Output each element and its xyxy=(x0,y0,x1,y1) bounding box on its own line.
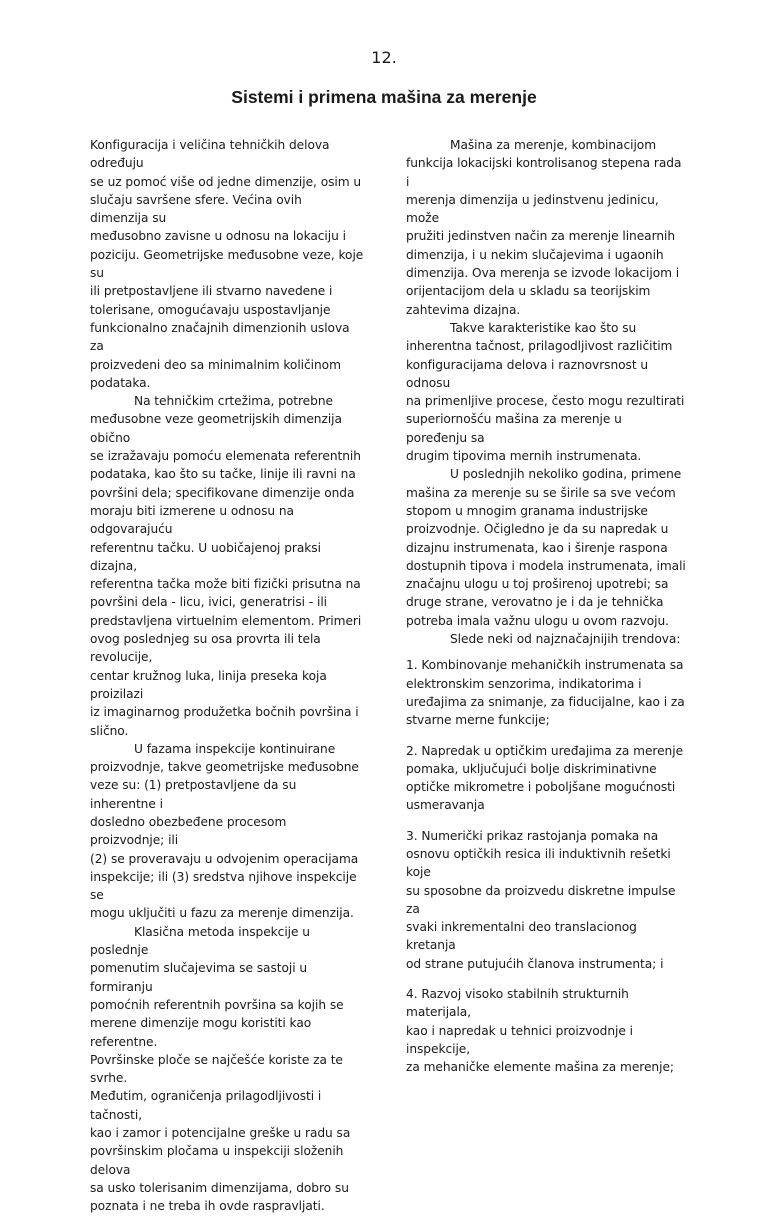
list-item: 4. Razvoj visoko stabilnih strukturnih materijala, kao i napredak u tehnici proizvodnje i inspekcije, za mehaničke elemente mašina za merenje; xyxy=(406,987,674,1075)
right-column xyxy=(406,136,686,1077)
paragraph: Slede neki od najznačajnijih trendova: xyxy=(450,632,681,647)
paragraph: U poslednjih nekoliko godina, primene mašina za merenje su se širile sa sve većom stopom u mnogim granama industrijske proizvodnje. Očigledno je da su napredak u dizajnu instrumenata, kao i širenje raspona dostupnih tipova i modela instrumenata, imali značajnu ulogu u toj proširenoj upotrebi; sa druge strane, verovatno je i da je tehnička potreba imala važnu ulogu u ovom razvoju. xyxy=(406,467,686,628)
paragraph: Konfiguracija i veličina tehničkih delova određuju se uz pomoć više od jedne dimenzije, osim u slučaju savršene sfere. Većina ovih dimenzija su međusobno zavisne u odnosu na lokaciju i poziciju. Geometrijske međusobne veze, koje su ili pretpostavljene ili stvarno navedene i tolerisane, omogućavaju uspostavljanje funkcionalno značajnih dimenzionih uslova za proizvedeni deo sa minimalnim količinom podataka. xyxy=(90,138,364,390)
left-column xyxy=(90,136,364,1216)
list-item: 1. Kombinovanje mehaničkih instrumenata sa elektronskim senzorima, indikatorima i uređajima za snimanje, za fiducijalne, kao i za stvarne merne funkcije; xyxy=(406,658,685,728)
paragraph: Takve karakteristike kao što su inherentna tačnost, prilagodljivost različitim konfiguracijama delova i raznovrsnost u odnosu na primenljive procese, često mogu rezultirati superiornošću mašina za merenje u poređenju sa drugim tipovima mernih instrumenata. xyxy=(406,320,685,464)
paragraph: U fazama inspekcije kontinuirane proizvodnje, takve geometrijske međusobne veze su: (1) pretpostavljene da su inherentne i dosledno obezbeđene procesom proizvodnje; ili (2) se proveravaju u odvojenim operacijama inspekcije; ili (3) sredstva njihove inspekcije se mogu uključiti u fazu za merenje dimenzija. xyxy=(90,741,359,921)
paragraph: Klasična metoda inspekcije u poslednje pomenutim slučajevima se sastoji u formiranju pomoćnih referentnih površina sa kojih se merene dimenzije mogu koristiti kao referentne. Površinske ploče se najčešće koriste za te svrhe. Međutim, ograničenja prilagodljivosti i tačnosti, kao i zamor i potencijalne greške u radu sa površinskim pločama u inspekciji složenih delova sa usko tolerisanim dimenzijama, dobro su poznata i ne treba ih ovde raspravljati. xyxy=(90,924,351,1214)
list-item: 3. Numerički prikaz rastojanja pomaka na osnovu optičkih resica ili induktivnih rešetki koje su sposobne da proizvedu diskretne impulse za svaki inkrementalni deo translacionog kretanja od strane putujućih članova instrumenta; i xyxy=(406,828,676,971)
trend-list xyxy=(406,656,686,1076)
paragraph: Na tehničkim crtežima, potrebne međusobne veze geometrijskih dimenzija obično se izražavaju pomoću elemenata referentnih podataka, kao što su tačke, linije ili ravni na površini dela; specifikovane dimenzije onda moraju biti izmerene u odnosu na odgovarajuću referentnu tačku. U uobičajenoj praksi dizajna, referentna tačka može biti fizički prisutna na površini dela - licu, ivici, generatrisi - ili predstavljena virtuelnim elementom. Primeri ovog poslednjeg su osa provrta ili tela revolucije, centar kružnog luka, linija preseka koja proizilazi iz imaginarnog produžetka bočnih površina i slično. xyxy=(90,394,362,738)
page-number: 12. xyxy=(371,48,397,67)
page-title: Sistemi i primena mašina za merenje xyxy=(231,87,537,107)
paragraph: Mašina za merenje, kombinacijom funkcija lokacijski kontrolisanog stepena rada i merenja dimenzija u jedinstvenu jedinicu, može pružiti jedinstven način za merenje linearnih dimenzija, i u nekim slučajevima i ugaonih dimenzija. Ova merenja se izvode lokacijom i orijentacijom dela u skladu sa teorijskim zahtevima dizajna. xyxy=(406,138,682,317)
list-item: 2. Napredak u optičkim uređajima za merenje pomaka, uključujući bolje diskriminativne optičke mikrometre i poboljšane mogućnosti usmeravanja xyxy=(406,743,684,813)
